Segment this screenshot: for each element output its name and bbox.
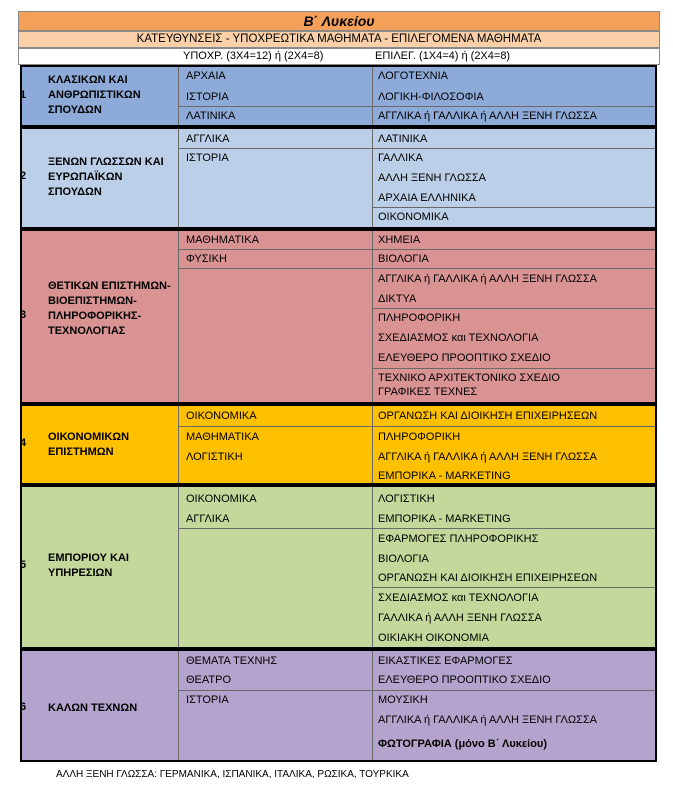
group-name: ΚΑΛΩΝ ΤΕΧΝΩΝ [48, 702, 138, 714]
elective-subject: ΦΩΤΟΓΡΑΦΙΑ (μόνο Β΄ Λυκείου) [378, 738, 547, 750]
divider [372, 67, 373, 125]
elective-subject: ΓΡΑΦΙΚΕΣ ΤΕΧΝΕΣ [378, 386, 478, 398]
elective-subject: ΜΟΥΣΙΚΗ [378, 694, 428, 706]
elective-subject: ΓΑΛΛΙΚΑ [378, 152, 423, 164]
footnote: ΑΛΛΗ ΞΕΝΗ ΓΛΩΣΣΑ: ΓΕΡΜΑΝΙΚΑ, ΙΣΠΑΝΙΚΑ, ΙΤΑΛΙΚΑ, ΡΩΣΙΚΑ, ΤΟΥΡΚΙΚΑ [56, 769, 409, 780]
elective-subject: ΛΑΤΙΝΙΚΑ [378, 133, 428, 145]
elective-subject: ΠΛΗΡΟΦΟΡΙΚΗ [378, 431, 461, 443]
divider [372, 587, 655, 588]
divider [372, 406, 373, 483]
divider [178, 528, 655, 529]
divider [372, 308, 655, 309]
required-subject: ΟΙΚΟΝΟΜΙΚΑ [186, 410, 257, 422]
group-number: 6 [20, 701, 27, 713]
required-subject: ΦΥΣΙΚΗ [186, 253, 227, 265]
required-subject: ΑΓΓΛΙΚΑ [186, 133, 230, 145]
elective-subject: ΑΓΓΛΙΚΑ ή ΓΑΛΛΙΚΑ ή ΑΛΛΗ ΞΕΝΗ ΓΛΩΣΣΑ [378, 273, 597, 285]
group-number: 3 [20, 309, 27, 321]
elective-subject: ΑΓΓΛΙΚΑ ή ΓΑΛΛΙΚΑ ή ΑΛΛΗ ΞΕΝΗ ΓΛΩΣΣΑ [378, 110, 597, 122]
elective-subject: ΓΑΛΛΙΚΑ ή ΑΛΛΗ ΞΕΝΗ ΓΛΩΣΣΑ [378, 612, 542, 624]
required-subject: ΟΙΚΟΝΟΜΙΚΑ [186, 493, 257, 505]
elective-subject: ΣΧΕΔΙΑΣΜΟΣ και ΤΕΧΝΟΛΟΓΙΑ [378, 592, 539, 604]
group-name: ΚΛΑΣΙΚΩΝ ΚΑΙ ΑΝΘΡΩΠΙΣΤΙΚΩΝ ΣΠΟΥΔΩΝ [48, 74, 141, 116]
divider [372, 368, 655, 369]
required-subject: ΘΕΜΑΤΑ ΤΕΧΝΗΣ [186, 655, 278, 667]
required-subject: ΑΡΧΑΙΑ [186, 70, 226, 82]
required-subject: ΑΓΓΛΙΚΑ [186, 513, 230, 525]
divider [178, 148, 655, 149]
group-number: 2 [20, 170, 27, 182]
elective-subject: ΛΟΓΙΚΗ-ΦΙΛΟΣΟΦΙΑ [378, 91, 484, 103]
group-number: 1 [20, 89, 27, 101]
required-subject: ΛΟΓΙΣΤΙΚΗ [186, 451, 243, 463]
divider [178, 106, 655, 107]
divider [178, 249, 655, 250]
elective-subject: ΑΛΛΗ ΞΕΝΗ ΓΛΩΣΣΑ [378, 172, 487, 184]
elective-subject: ΑΓΓΛΙΚΑ ή ΓΑΛΛΙΚΑ ή ΑΛΛΗ ΞΕΝΗ ΓΛΩΣΣΑ [378, 714, 597, 726]
divider [178, 67, 179, 125]
elective-subject: ΛΟΓΟΤΕΧΝΙΑ [378, 70, 449, 82]
elective-subject: ΕΦΑΡΜΟΓΕΣ ΠΛΗΡΟΦΟΡΙΚΗΣ [378, 533, 539, 545]
divider [178, 231, 179, 402]
elective-subject: ΕΛΕΥΘΕΡΟ ΠΡΟΟΠΤΙΚΟ ΣΧΕΔΙΟ [378, 352, 551, 364]
group-name: ΞΕΝΩΝ ΓΛΩΣΣΩΝ ΚΑΙ ΕΥΡΩΠΑΪΚΩΝ ΣΠΟΥΔΩΝ [48, 156, 164, 198]
elective-subject: ΔΙΚΤΥΑ [378, 293, 417, 305]
divider [178, 690, 655, 691]
column-header-row [18, 48, 660, 65]
required-subject: ΙΣΤΟΡΙΑ [186, 91, 229, 103]
elective-subject: ΒΙΟΛΟΓΙΑ [378, 553, 429, 565]
elective-subject: ΠΛΗΡΟΦΟΡΙΚΗ [378, 312, 461, 324]
elective-subject: ΕΛΕΥΘΕΡΟ ΠΡΟΟΠΤΙΚΟ ΣΧΕΔΙΟ [378, 674, 551, 686]
divider [178, 426, 655, 427]
divider [178, 129, 179, 227]
group-name: ΕΜΠΟΡΙΟΥ ΚΑΙ ΥΠΗΡΕΣΙΩΝ [48, 552, 129, 579]
elective-subject: ΟΙΚΙΑΚΗ ΟΙΚΟΝΟΜΙΑ [378, 632, 489, 644]
required-subject: ΛΑΤΙΝΙΚΑ [186, 110, 236, 122]
elective-subject: ΣΧΕΔΙΑΣΜΟΣ και ΤΕΧΝΟΛΟΓΙΑ [378, 332, 539, 344]
elective-subject: ΕΜΠΟΡΙΚΑ - MARKETING [378, 470, 511, 482]
divider [372, 651, 373, 760]
divider [178, 406, 179, 483]
divider [178, 268, 655, 269]
elective-subject: ΧΗΜΕΙΑ [378, 234, 421, 246]
elective-subject: ΕΙΚΑΣΤΙΚΕΣ ΕΦΑΡΜΟΓΕΣ [378, 655, 513, 667]
divider [372, 129, 373, 227]
elective-subject: ΑΡΧΑΙΑ ΕΛΛΗΝΙΚΑ [378, 192, 476, 204]
elective-subject: ΟΙΚΟΝΟΜΙΚΑ [378, 211, 449, 223]
required-subject: ΜΑΘΗΜΑΤΙΚΑ [186, 234, 259, 246]
required-subject: ΙΣΤΟΡΙΑ [186, 694, 229, 706]
divider [372, 207, 655, 208]
elective-subject: ΛΟΓΙΣΤΙΚΗ [378, 493, 435, 505]
divider [178, 487, 179, 647]
elective-subject: ΕΜΠΟΡΙΚΑ - MARKETING [378, 513, 511, 525]
group-number: 4 [20, 437, 27, 449]
divider [372, 487, 373, 647]
column-header-required: ΥΠΟΧΡ. (3Χ4=12) ή (2Χ4=8) [183, 50, 324, 62]
divider [178, 651, 179, 760]
elective-subject: ΑΓΓΛΙΚΑ ή ΓΑΛΛΙΚΑ ή ΑΛΛΗ ΞΕΝΗ ΓΛΩΣΣΑ [378, 451, 597, 463]
required-subject: ΙΣΤΟΡΙΑ [186, 152, 229, 164]
required-subject: ΘΕΑΤΡΟ [186, 674, 232, 686]
elective-subject: ΟΡΓΑΝΩΣΗ ΚΑΙ ΔΙΟΙΚΗΣΗ ΕΠΙΧΕΙΡΗΣΕΩΝ [378, 572, 598, 584]
group-name: ΘΕΤΙΚΩΝ ΕΠΙΣΤΗΜΩΝ-ΒΙΟΕΠΙΣΤΗΜΩΝ-ΠΛΗΡΟΦΟΡΙΚΗΣ-ΤΕΧΝΟΛΟΓΙΑΣ [48, 280, 171, 337]
divider [372, 231, 373, 402]
table-subtitle: ΚΑΤΕΥΘΥΝΣΕΙΣ - ΥΠΟΧΡΕΩΤΙΚΑ ΜΑΘΗΜΑΤΑ - ΕΠΙΛΕΓΟΜΕΝΑ ΜΑΘΗΜΑΤΑ [18, 31, 660, 48]
elective-subject: ΒΙΟΛΟΓΙΑ [378, 253, 429, 265]
elective-subject: ΟΡΓΑΝΩΣΗ ΚΑΙ ΔΙΟΙΚΗΣΗ ΕΠΙΧΕΙΡΗΣΕΩΝ [378, 410, 598, 422]
column-header-elective: ΕΠΙΛΕΓ. (1Χ4=4) ή (2Χ4=8) [375, 50, 511, 62]
required-subject: ΜΑΘΗΜΑΤΙΚΑ [186, 431, 259, 443]
group-name: ΟΙΚΟΝΟΜΙΚΩΝ ΕΠΙΣΤΗΜΩΝ [48, 431, 130, 458]
page-title: Β΄ Λυκείου [18, 11, 660, 31]
elective-subject: ΤΕΧΝΙΚΟ ΑΡΧΙΤΕΚΤΟΝΙΚΟ ΣΧΕΔΙΟ [378, 372, 560, 384]
group-number: 5 [20, 559, 27, 571]
